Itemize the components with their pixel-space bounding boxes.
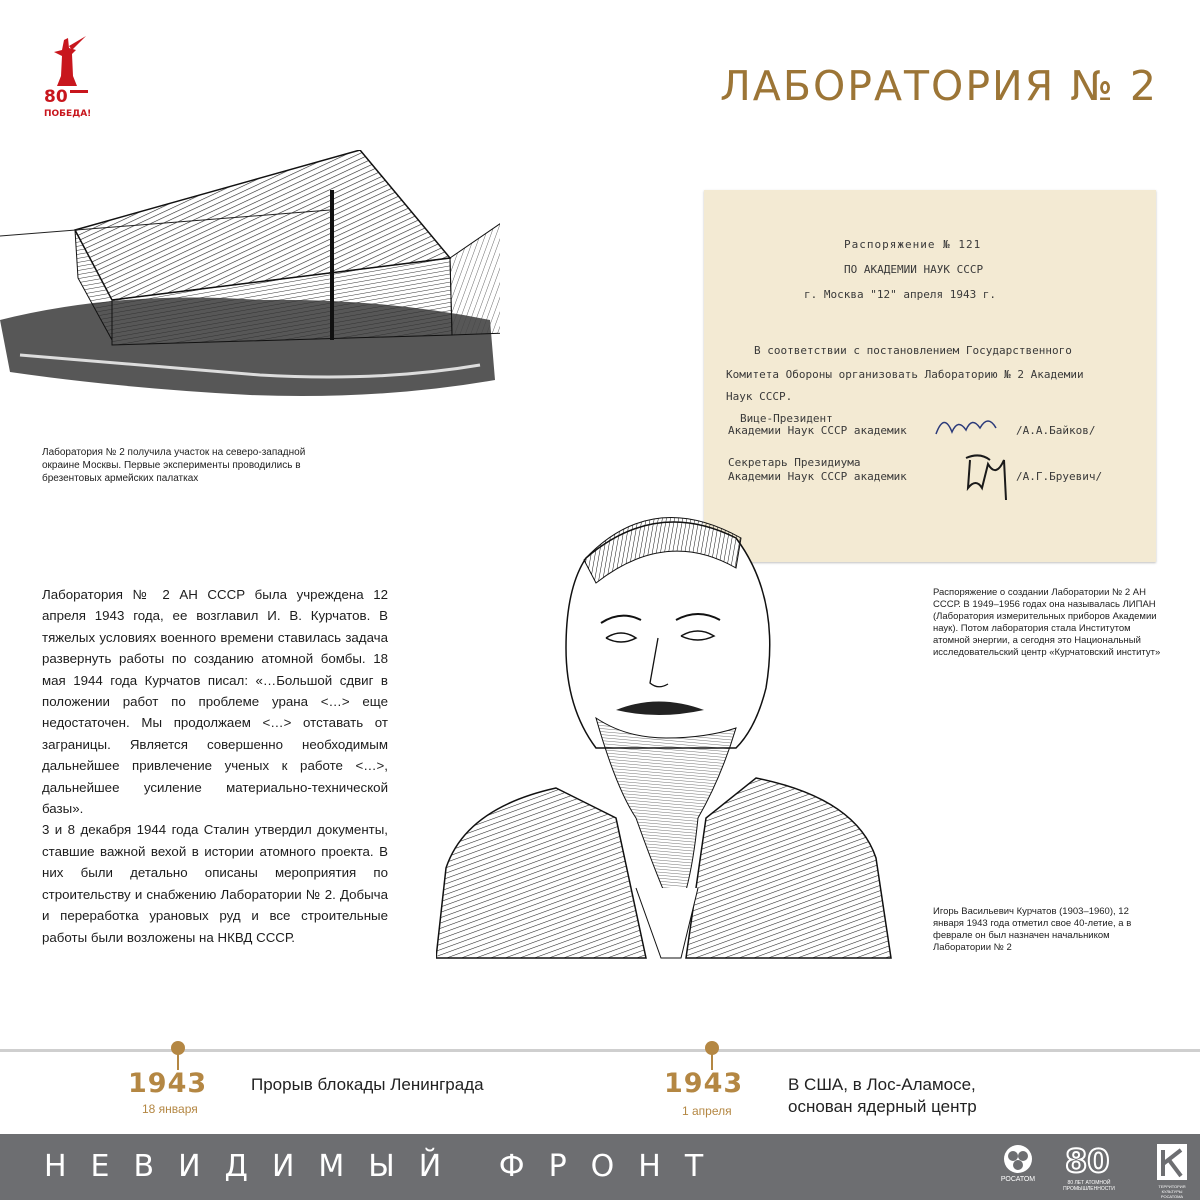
decree-line: Секретарь Президиума	[728, 456, 861, 469]
timeline-date: 18 января	[142, 1102, 198, 1116]
atomic-80-logo	[1054, 1142, 1124, 1192]
timeline-year: 1943	[128, 1068, 208, 1099]
culture-territory-icon	[1155, 1142, 1189, 1182]
barn-caption: Лаборатория № 2 получила участок на северо-западной окраине Москвы. Первые эксперименты проводились в брезентовых армейских палатках	[42, 447, 306, 484]
timeline-year: 1943	[664, 1068, 744, 1099]
main-paragraph: Лаборатория № 2 АН СССР была учреждена 12 апреля 1943 года, ее возглавил И. В. Курчатов. В тяжелых условиях военного времени ставилась задача развернуть работы по созданию атомной бомбы. 18 мая 1944 года Курчатов писал: «…Большой сдвиг в положении работ по проблеме урана <…> еще недостаточен. Мы продолжаем <…> отставать от заграницы. Является совершенно необходимым дальнейшее привлечение ученых к работе <…>, дальнейшее усиление материально-технической базы».	[42, 587, 388, 817]
timeline-event: Прорыв блокады Ленинграда	[251, 1075, 484, 1094]
footer-bar	[0, 1134, 1200, 1200]
laboratory-barn-sketch	[0, 150, 500, 410]
victory-80-logo	[42, 36, 92, 122]
atomic-80-label: 80 ЛЕТ АТОМНОЙ ПРОМЫШЛЕННОСТИ	[1063, 1180, 1115, 1192]
culture-territory-logo	[1150, 1142, 1194, 1199]
decree-caption: Распоряжение о создании Лаборатории № 2 АН СССР. В 1949–1956 годах она называлась ЛИПАН (Лаборатория измерительных приборов Академии наук). Потом лаборатория стала Институтом атомной энергии, а сегодня это Национальный исследовательский центр «Курчатовский институт»	[933, 587, 1161, 658]
rosatom-icon	[1003, 1144, 1033, 1174]
decree-line: Комитета Обороны организовать Лабораторию № 2 Академии	[726, 368, 1084, 381]
footer-title: НЕВИДИМЫЙ ФРОНТ	[44, 1149, 728, 1184]
decree-line: Академии Наук СССР академик	[728, 470, 907, 483]
main-paragraph: 3 и 8 декабря 1944 года Сталин утвердил документы, ставшие важной вехой в истории атомного проекта. В них были детально описаны мероприятия по строительству и снабжению Лаборатории № 2. Добыча и переработка урановых руд и все строительные работы были возложены на НКВД СССР.	[42, 822, 388, 945]
main-text	[42, 584, 388, 948]
kurchatov-portrait-sketch	[436, 488, 896, 962]
signature-bruevich	[960, 448, 1030, 508]
page-title: ЛАБОРАТОРИЯ № 2	[719, 62, 1158, 110]
svg-text:ПОБЕДА!: ПОБЕДА!	[44, 109, 92, 119]
svg-text:80: 80	[1065, 1142, 1110, 1178]
svg-text:80: 80	[44, 87, 68, 107]
decree-line: /А.А.Байков/	[1016, 424, 1096, 437]
signature-baikov	[932, 410, 1012, 440]
footer-logos	[990, 1134, 1200, 1200]
atomic-80-icon	[1063, 1142, 1115, 1178]
portrait-caption: Игорь Васильевич Курчатов (1903–1960), 12 января 1943 года отметил свое 40-летие, а в феврале он был назначен начальником Лаборатории № 2	[933, 906, 1132, 953]
timeline-dot	[705, 1041, 719, 1055]
rosatom-logo	[992, 1144, 1044, 1183]
decree-line: Академии Наук СССР академик	[728, 424, 907, 437]
rosatom-label: РОСАТОМ	[1000, 1176, 1036, 1183]
culture-territory-label: ТЕРРИТОРИЯ КУЛЬТУРЫ РОСАТОМА	[1158, 1184, 1186, 1199]
decree-line: г. Москва "12" апреля 1943 г.	[804, 288, 997, 301]
timeline-date: 1 апреля	[682, 1104, 732, 1118]
decree-line: Распоряжение № 121	[844, 238, 982, 251]
timeline-event: В США, в Лос-Аламосе, основан ядерный центр	[788, 1075, 977, 1116]
decree-line: ПО АКАДЕМИИ НАУК СССР	[844, 263, 984, 276]
timeline-dot	[171, 1041, 185, 1055]
decree-line: В соответствии с постановлением Государственного	[754, 344, 1072, 357]
decree-line: Наук СССР.	[726, 390, 793, 403]
decree-line: /А.Г.Бруевич/	[1016, 470, 1103, 483]
decree-line: Вице-Президент	[740, 412, 833, 425]
